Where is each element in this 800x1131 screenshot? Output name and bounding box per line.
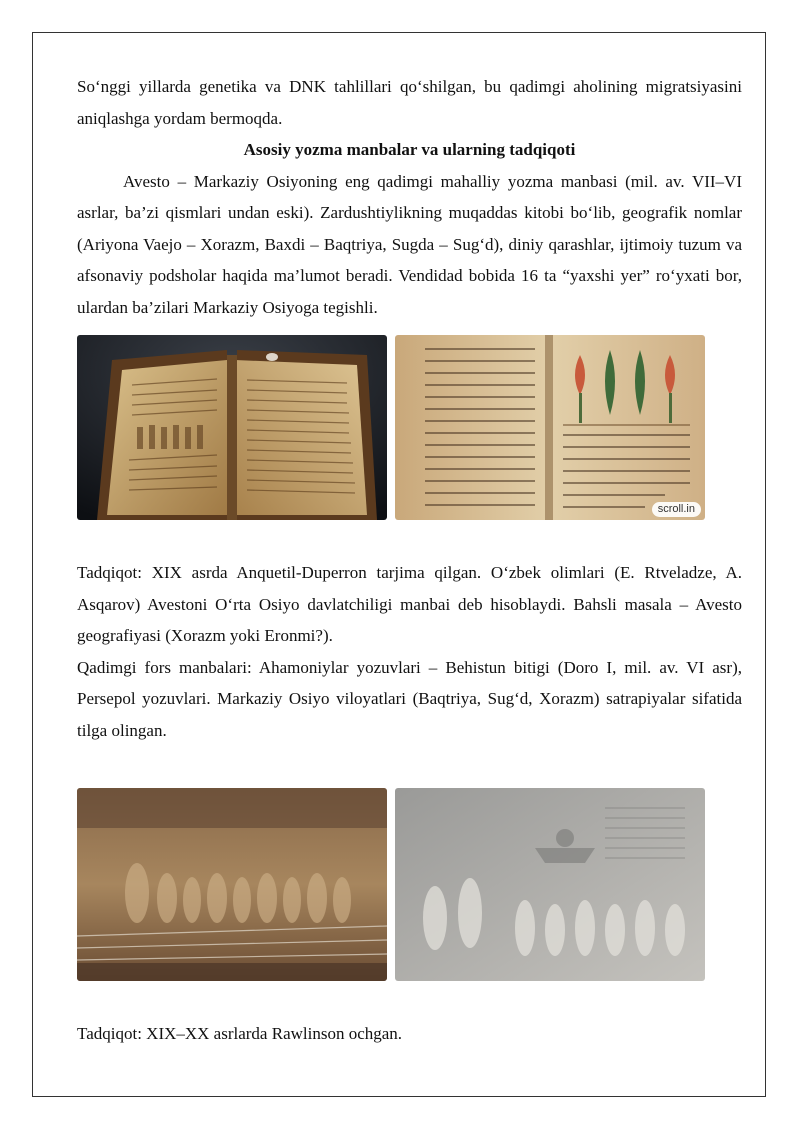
text-block-bottom <box>77 1018 742 1050</box>
behistun-relief-image <box>77 788 387 981</box>
scroll-in-watermark: scroll.in <box>652 502 701 517</box>
text-block-top <box>77 71 742 323</box>
avesto-paragraph: Avesto – Markaziy Osiyoning eng qadimgi mahalliy yozma manbasi (mil. av. VII–VI asrlar, ba’zi qismlari undan eski). Zardushtiylikning muqaddas kitobi bo‘lib, geografik nomlar (Ariyona Vaejo – Xorazm, Baxdi – Baqtriya, Sugda – Sug‘d), diniy qarashlar, ijtimoiy tuzum va afsonaviy podsholar haqida ma’lumot beradi. Vendidad bobida 16 ta “yaxshi yer” ro‘yxati bor, ulardan ba’zilari Markaziy Osiyoga tegishli. <box>77 171 742 317</box>
intro-paragraph: So‘nggi yillarda genetika va DNK tahlillari qo‘shilgan, bu qadimgi aholining migratsiyasini aniqlashga yordam bermoqda. <box>77 77 742 128</box>
image-row-manuscripts <box>77 335 705 520</box>
research-paragraph-1: Tadqiqot: XIX asrda Anquetil-Duperron tarjima qilgan. O‘zbek olimlari (E. Rtveladze, A. Asqarov) Avestoni O‘rta Osiyo davlatchiligi manbai deb hisoblaydi. Bahsli masala – Avesto geografiyasi (Xorazm yoki Eronmi?). <box>77 563 742 645</box>
section-heading: Asosiy yozma manbalar va ularning tadqiqoti <box>243 140 576 159</box>
persian-sources-paragraph: Qadimgi fors manbalari: Ahamoniylar yozuvlari – Behistun bitigi (Doro I, mil. av. VI asr), Persepol yozuvlari. Markaziy Osiyo viloyatlari (Baqtriya, Sug‘d, Xorazm) satrapiyalar sifatida tilga olingan. <box>77 657 742 740</box>
manuscript-book-image <box>77 335 387 520</box>
text-block-middle <box>77 557 742 746</box>
image-row-reliefs <box>77 788 705 981</box>
behistun-closeup-image <box>395 788 705 981</box>
illustrated-manuscript-image <box>395 335 705 520</box>
research-paragraph-2: Tadqiqot: XIX–XX asrlarda Rawlinson ochgan. <box>77 1024 403 1043</box>
